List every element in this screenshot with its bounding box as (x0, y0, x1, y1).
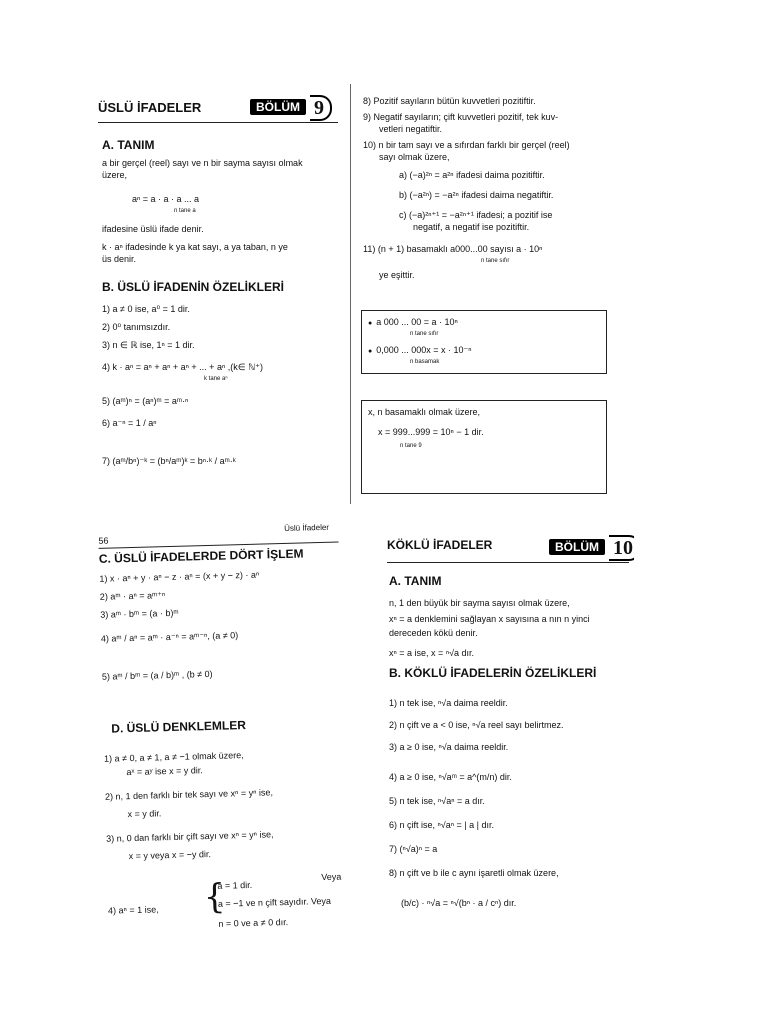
property-item: 11) (n + 1) basamaklı a000...00 sayısı a · 10ⁿ (363, 244, 543, 254)
property-item: 7) (ⁿ√a)ⁿ = a (389, 844, 438, 854)
running-head: Üslü İfadeler (284, 522, 330, 533)
formula-note: k tane aⁿ (204, 376, 228, 382)
property-item: 5) n tek ise, ⁿ√aⁿ = a dır. (389, 796, 485, 806)
header-rule (98, 122, 338, 123)
section-c-title: C. ÜSLÜ İFADELERDE DÖRT İŞLEM (98, 546, 304, 566)
text-line: n, 1 den büyük bir sayma sayısı olmak üzere, (389, 598, 570, 608)
text-line: ifadesine üslü ifade denir. (102, 224, 204, 234)
sub-item: c) (−a)²ⁿ⁺¹ = −a²ⁿ⁺¹ ifadesi; a pozitif ise (399, 210, 553, 220)
page-number: 56 (98, 535, 109, 546)
sub-item: b) (−a²ⁿ) = −a²ⁿ ifadesi daima negatiftir. (399, 190, 554, 200)
equation-item: 1) a ≠ 0, a ≠ 1, a ≠ −1 olmak üzere, (103, 750, 244, 764)
operation-item: 1) x · aⁿ + y · aⁿ − z · aⁿ = (x + y − z) · aⁿ (99, 569, 260, 584)
property-item: 10) n bir tam sayı ve a sıfırdan farklı bir gerçel (reel) (363, 140, 570, 150)
equation-item: 2) n, 1 den farklı bir tek sayı ve xⁿ = yⁿ ise, (104, 787, 274, 802)
text-line: üzere, (102, 170, 128, 180)
text-line: aˣ = aʸ ise x = y dir. (126, 765, 203, 778)
info-box (361, 400, 607, 494)
property-item: 5) (aᵐ)ⁿ = (aⁿ)ᵐ = aᵐ·ⁿ (102, 396, 189, 406)
operation-item: 5) aᵐ / bᵐ = (a / b)ᵐ , (b ≠ 0) (101, 668, 213, 682)
property-item: 3) a ≥ 0 ise, ⁿ√a daima reeldir. (389, 742, 509, 752)
case-line: n = 0 ve a ≠ 0 dır. (218, 917, 289, 929)
chapter-badge: BÖLÜM (250, 99, 306, 115)
property-item: 4) k · aⁿ = aⁿ + aⁿ + aⁿ + ... + aⁿ ,(k∈ ℕ⁺) (102, 362, 264, 372)
case-line: a = 1 dir. (217, 879, 253, 891)
case-line: a = −1 ve n çift sayıdır. Veya (217, 895, 332, 909)
page-uslu-ifadeler-1 (92, 84, 345, 504)
text-line: ye eşittir. (379, 270, 415, 280)
property-item: 2) n çift ve a < 0 ise, ⁿ√a reel sayı belirtmez. (389, 720, 564, 730)
operation-item: 2) aᵐ · aⁿ = aᵐ⁺ⁿ (99, 590, 166, 602)
text-line: vetleri negatiftir. (379, 124, 443, 134)
text-line: dereceden kökü denir. (389, 628, 478, 638)
section-a-title: A. TANIM (389, 574, 442, 588)
box-formula: ● 0,000 ... 000x = x · 10⁻ⁿ (368, 345, 472, 357)
text-line: sayı olmak üzere, (379, 152, 450, 162)
property-item: 8) Pozitif sayıların bütün kuvvetleri pozitiftir. (363, 96, 536, 106)
equation-item: 4) aⁿ = 1 ise, (107, 904, 159, 916)
info-box (361, 310, 607, 374)
text-line: k · aⁿ ifadesinde k ya kat sayı, a ya taban, n ye (102, 242, 288, 252)
brace-symbol: { (203, 876, 226, 918)
chapter-number: 10 (609, 535, 634, 561)
operation-item: 4) aᵐ / aⁿ = aᵐ · a⁻ⁿ = aᵐ⁻ⁿ, (a ≠ 0) (100, 630, 239, 644)
box-text: x, n basamaklı olmak üzere, (368, 407, 481, 417)
section-a-title: A. TANIM (102, 138, 155, 152)
property-item: 7) (aᵐ/bⁿ)⁻ᵏ = (bⁿ/aᵐ)ᵏ = bⁿ·ᵏ / aᵐ·ᵏ (102, 456, 236, 466)
property-item: 8) n çift ve b ile c aynı işaretli olmak üzere, (389, 868, 559, 878)
property-item: 9) Negatif sayıların; çift kuvvetleri pozitif, tek kuv- (363, 112, 559, 122)
property-item: 2) 0⁰ tanımsızdır. (102, 322, 171, 332)
text-line: negatif, a negatif ise pozitiftir. (413, 222, 530, 232)
formula: (b/c) · ⁿ√a = ⁿ√(bⁿ · a / cⁿ) dır. (401, 898, 517, 908)
section-b-title: B. KÖKLÜ İFADELERİN ÖZELİKLERİ (389, 666, 597, 680)
chapter-badge: BÖLÜM (549, 539, 605, 555)
formula: aⁿ = a · a · a ... a (132, 194, 200, 204)
equation-item: 3) n, 0 dan farklı bir çift sayı ve xⁿ = yⁿ ise, (106, 829, 274, 844)
text-line: xⁿ = a denklemini sağlayan x sayısına a nın n yinci (389, 614, 590, 624)
property-item: 3) n ∈ ℝ ise, 1ⁿ = 1 dir. (102, 340, 195, 350)
property-item: 6) n çift ise, ⁿ√aⁿ = | a | dır. (389, 820, 494, 830)
formula-note: n tane sıfır (410, 331, 439, 337)
text-line: a bir gerçel (reel) sayı ve n bir sayma sayısı olmak (102, 158, 303, 168)
chapter-number: 9 (310, 95, 332, 121)
formula-note: n tane a (174, 208, 196, 214)
property-item: 1) n tek ise, ⁿ√a daima reeldir. (389, 698, 508, 708)
sub-item: a) (−a)²ⁿ = a²ⁿ ifadesi daima pozitiftir. (399, 170, 545, 180)
page-uslu-ifadeler-3 (92, 519, 356, 945)
header-rule (387, 562, 629, 563)
formula-note: n tane sıfır (481, 258, 510, 264)
property-item: 4) a ≥ 0 ise, ⁿ√aᵐ = a^(m/n) dir. (389, 772, 512, 782)
case-line: Veya (321, 871, 342, 883)
text-line: x = y veya x = −y dir. (128, 849, 212, 862)
text-line: xⁿ = a ise, x = ⁿ√a dır. (389, 648, 475, 658)
property-item: 6) a⁻ⁿ = 1 / aⁿ (102, 418, 157, 428)
section-header: ÜSLÜ İFADELER (98, 100, 202, 115)
box-formula: ● a 000 ... 00 = a · 10ⁿ (368, 317, 458, 329)
formula-note: n tane 9 (400, 443, 422, 449)
page-uslu-ifadeler-2 (350, 84, 619, 504)
section-header: KÖKLÜ İFADELER (387, 538, 493, 552)
section-b-title: B. ÜSLÜ İFADENİN ÖZELİKLERİ (102, 280, 285, 294)
text-line: üs denir. (102, 254, 137, 264)
operation-item: 3) aᵐ · bᵐ = (a · b)ᵐ (100, 607, 179, 620)
page-koklu-ifadeler (367, 526, 634, 946)
property-item: 1) a ≠ 0 ise, a⁰ = 1 dir. (102, 304, 190, 314)
box-formula: x = 999...999 = 10ⁿ − 1 dir. (378, 427, 484, 437)
text-line: x = y dir. (127, 808, 162, 820)
formula-note: n basamak (410, 359, 440, 365)
section-d-title: D. ÜSLÜ DENKLEMLER (111, 718, 247, 736)
